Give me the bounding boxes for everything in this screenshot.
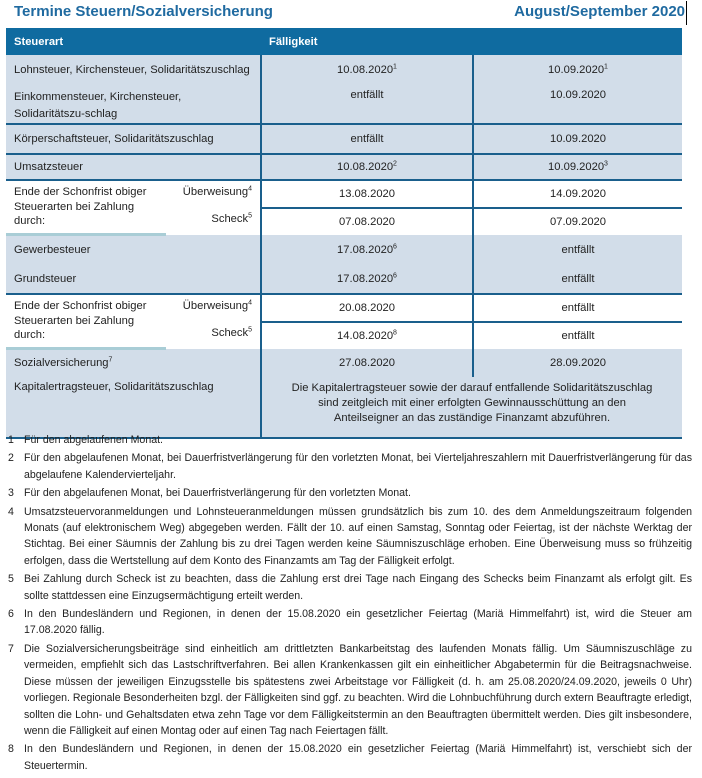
due-date-august: 07.08.2020 [261, 208, 473, 235]
tax-type-cell: Körperschaftsteuer, Solidaritätszuschlag [6, 124, 261, 154]
due-date-september: entfällt [473, 294, 682, 322]
footnotes [8, 432, 692, 776]
table-row-schonfrist-1-ueberweisung [6, 180, 682, 208]
column-header-faelligkeit: Fälligkeit [261, 28, 473, 55]
footnote-ref: 1 [393, 63, 397, 71]
footnote-ref: 2 [393, 160, 397, 168]
text-cursor [686, 1, 687, 25]
due-date-september: 10.09.2020 [473, 124, 682, 154]
footnote-item: 7 Die Sozialversicherungsbeiträge sind einheitlich am drittletzten Bankarbeitstag des laufenden Monats fällig. Um Säumniszuschläge zu vermeiden, empfiehlt sich das Lastschriftverfahren. Bei allen Krankenkassen gilt ein einheitlicher Abgabetermin für die Beitragsnachweise. Diese müssen der jeweiligen Einzugsstelle bis spätestens zwei Arbeitstage vor Fälligkeit (d. h. am 25.08.2020/24.09.2020, jeweils 0 Uhr) vorliegen. Regionale Besonderheiten bzgl. der Fälligkeiten sind ggf. zu beachten. Wird die Lohnbuchführung durch extern Beauftragte erledigt, sollten die Lohn- und Gehaltsdaten etwa zehn Tage vor dem Fälligkeitstermin an den Beauftragten übermittelt werden. Dies gilt insbesondere, wenn die Fälligkeit auf einen Montag oder auf einen Tag nach Feiertagen fällt. [8, 642, 692, 737]
document-title: Termine Steuern/Sozialversicherung [14, 3, 273, 20]
due-date-september: 10.09.2020$^3$ [473, 154, 682, 180]
footnote-item: 4 Umsatzsteuervoranmeldungen und Lohnsteueranmeldungen müssen grundsätzlich bis zum 10. des dem Anmeldungszeitraum folgenden Monats (auf elektronischem Weg) abgegeben werden. Fällt der 10. auf einen Samstag, Sonntag oder Feiertag, ist der nächste Werktag der Stichtag. Bei einer Säumnis der Zahlung bis zu drei Tagen werden keine Säumniszuschläge erhoben. Eine Überweisung muss so frühzeitig erfolgen, dass die Wertstellung auf dem Konto des Finanzamts am Tag der Fälligkeit erfolgt. [8, 505, 692, 567]
footnote-item: 3 Für den abgelaufenen Monat, bei Dauerfristverlängerung für den vorletzten Monat. [8, 487, 411, 500]
due-date-september: 28.09.2020 [473, 349, 682, 377]
payment-method-scheck: Scheck$^5$ [211, 326, 252, 339]
due-date-september: entfällt [473, 322, 682, 349]
footnote-ref: 8 [393, 329, 397, 337]
footnote-item: 8 In den Bundesländern und Regionen, in denen der 15.08.2020 ein gesetzlicher Feiertag (Mariä Himmelfahrt) ist, verschiebt sich der Steuertermin. [8, 743, 692, 772]
divider [6, 233, 166, 236]
footnote-ref: 6 [393, 243, 397, 251]
footnote-ref: 5 [248, 212, 252, 220]
column-header-steuerart: Steuerart [6, 28, 261, 55]
table-header-row [6, 28, 682, 55]
footnote-ref: 3 [604, 160, 608, 168]
footnote-item: 5 Bei Zahlung durch Scheck ist zu beachten, dass die Zahlung erst drei Tage nach Eingang des Schecks beim Finanzamt als erfolgt gilt. Es sollte stattdessen eine Einzugsermächtigung erteilt werden. [8, 573, 692, 602]
tax-type-cell: Gewerbesteuer [6, 235, 261, 265]
footnote-ref: 7 [108, 356, 113, 364]
footnote-ref: 6 [393, 272, 397, 280]
due-date-august: 10.08.2020$^2$ [261, 154, 473, 180]
payment-method-ueberweisung: Überweisung$^4$ [182, 185, 252, 198]
table-row-gewerbesteuer [6, 235, 682, 265]
table-row-koerperschaftsteuer [6, 124, 682, 154]
table-row-umsatzsteuer [6, 154, 682, 180]
footnote-ref: 4 [248, 299, 252, 307]
due-date-september: entfällt [473, 235, 682, 265]
due-date-september: 10.09.2020$^1$ [473, 55, 682, 85]
due-date-september: 14.09.2020 [473, 180, 682, 208]
tax-deadline-table [6, 28, 682, 439]
divider [6, 347, 166, 350]
table-row-schonfrist-2-ueberweisung [6, 294, 682, 322]
footnote-ref: 5 [248, 326, 252, 334]
tax-type-cell: Umsatzsteuer [6, 154, 261, 180]
schonfrist-label-cell [6, 180, 261, 235]
table-row-einkommensteuer [6, 85, 682, 124]
tax-type-cell: Kapitalertragsteuer, Solidaritätszuschlag [6, 377, 261, 438]
tax-type-cell: Einkommensteuer, Kirchensteuer, Solidaritätszu-schlag [6, 85, 261, 124]
due-date-august: entfällt [261, 124, 473, 154]
payment-method-ueberweisung: Überweisung$^4$ [182, 299, 252, 312]
kapitalertragsteuer-note: Die Kapitalertragsteuer sowie der darauf entfallende Solidaritätszuschlag sind zeitgleich mit einer erfolgten Gewinnausschüttung an den Anteilseigner an das zuständige Finanzamt abzuführen. [261, 377, 682, 438]
due-date-august: 13.08.2020 [261, 180, 473, 208]
due-date-august: 27.08.2020 [261, 349, 473, 377]
table-row-sozialversicherung [6, 349, 682, 377]
table-row-lohnsteuer [6, 55, 682, 85]
document-period: August/September 2020 [514, 3, 685, 20]
due-date-august: 10.08.2020$^1$ [261, 55, 473, 85]
due-date-september: entfällt [473, 265, 682, 294]
table-row-grundsteuer [6, 265, 682, 294]
tax-type-cell: Sozialversicherung$^7$ [6, 349, 261, 377]
footnote-item: 2 Für den abgelaufenen Monat, bei Dauerfristverlängerung für den vorletzten Monat, bei Vierteljahreszahlern mit Dauerfristverlängerung für das abgelaufene Kalendervierteljahr. [8, 452, 692, 481]
due-date-august: 14.08.2020$^8$ [261, 322, 473, 349]
due-date-august: entfällt [261, 85, 473, 124]
footnote-item: 1 Für den abgelaufenen Monat. [8, 434, 163, 446]
document-header [14, 1, 687, 23]
schonfrist-label: Ende der Schonfrist obiger Steuerarten bei Zahlung durch: [14, 186, 147, 227]
due-date-september: 10.09.2020 [473, 85, 682, 124]
table-row-kapitalertragsteuer [6, 377, 682, 438]
due-date-august: 17.08.2020$^6$ [261, 235, 473, 265]
footnote-item: 6 In den Bundesländern und Regionen, in denen der 15.08.2020 ein gesetzlicher Feiertag (Mariä Himmelfahrt) ist, wird die Steuer am 17.08.2020 fällig. [8, 608, 692, 637]
due-date-september: 07.09.2020 [473, 208, 682, 235]
footnote-ref: 4 [248, 185, 252, 193]
due-date-august: 20.08.2020 [261, 294, 473, 322]
schonfrist-label-cell [6, 294, 261, 349]
column-header-empty [473, 28, 682, 55]
tax-type-cell: Lohnsteuer, Kirchensteuer, Solidaritätszuschlag [6, 55, 261, 85]
tax-type-cell: Grundsteuer [6, 265, 261, 294]
payment-method-scheck: Scheck$^5$ [211, 212, 252, 225]
due-date-august: 17.08.2020$^6$ [261, 265, 473, 294]
footnote-ref: 1 [604, 63, 608, 71]
schonfrist-label: Ende der Schonfrist obiger Steuerarten bei Zahlung durch: [14, 300, 147, 341]
